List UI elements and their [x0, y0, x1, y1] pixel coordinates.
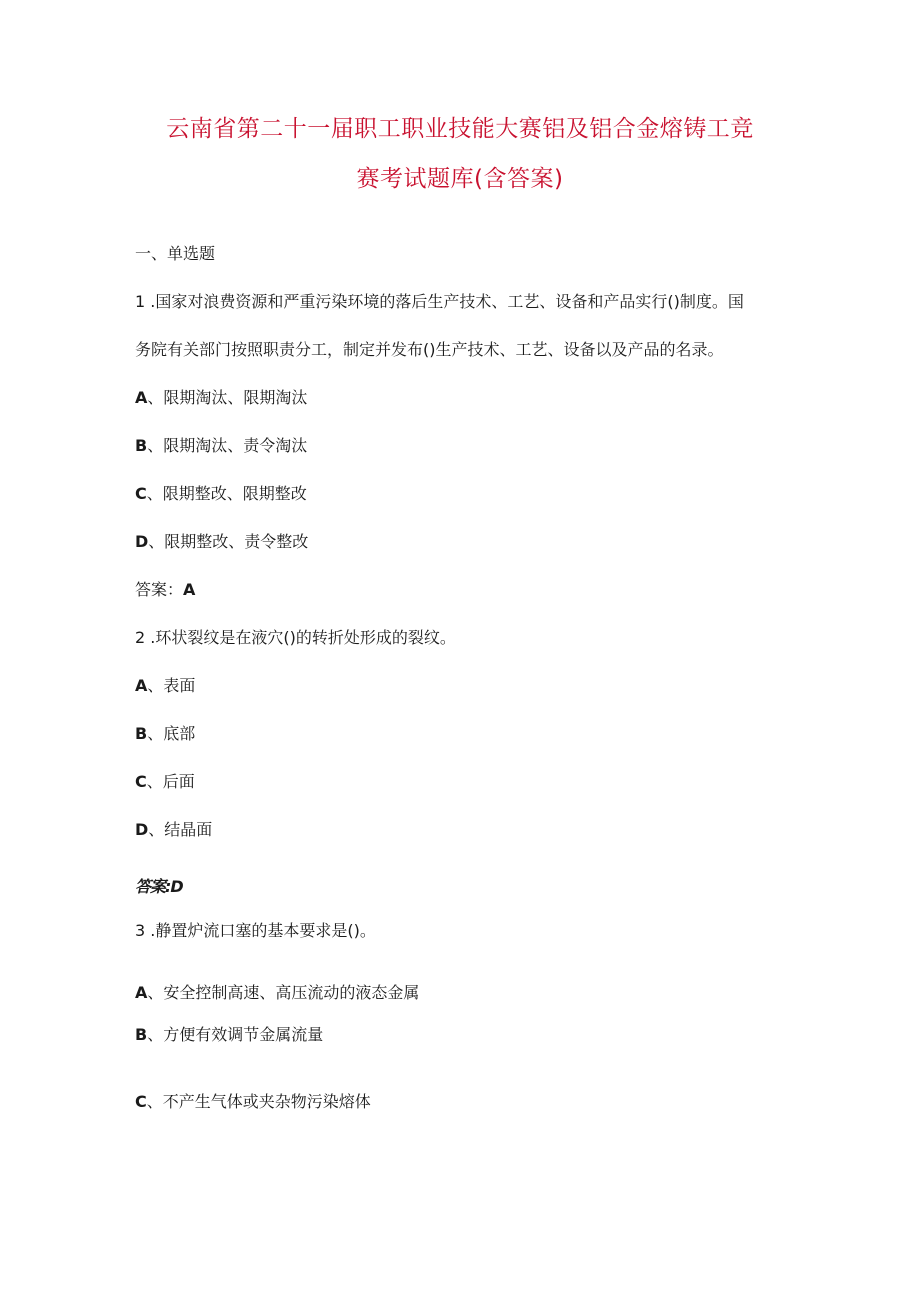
answer-prefix: 答案：	[135, 580, 184, 599]
question-2-option-b	[135, 724, 195, 744]
option-label: D	[135, 820, 149, 839]
option-text: 、限期整改、限期整改	[146, 484, 307, 503]
question-2-answer: 答案:D	[135, 877, 183, 896]
option-text: 、方便有效调节金属流量	[147, 1025, 324, 1044]
question-3-stem: 3 .静置炉流口塞的基本要求是()。	[135, 921, 376, 940]
question-1-answer	[135, 580, 195, 600]
option-text: 、限期淘汰、责令淘汰	[147, 436, 308, 455]
question-2-option-c	[135, 772, 195, 792]
option-label: B	[135, 436, 148, 455]
question-2-option-a	[135, 676, 195, 696]
option-label: C	[135, 1092, 147, 1111]
option-label: D	[135, 532, 149, 551]
question-1-option-d	[135, 532, 308, 552]
option-label: C	[135, 772, 147, 791]
option-label: C	[135, 484, 147, 503]
option-text: 、不产生气体或夹杂物污染熔体	[146, 1092, 371, 1111]
document-title-line2: 赛考试题库(含答案)	[356, 166, 564, 192]
question-1-option-c	[135, 484, 307, 504]
question-1-option-a	[135, 388, 307, 408]
question-1-stem-line2: 务院有关部门按照职责分工，制定并发布()生产技术、工艺、设备以及产品的名录。	[135, 340, 724, 359]
question-1-option-b	[135, 436, 307, 456]
question-2-option-d	[135, 820, 212, 840]
option-text: 、结晶面	[148, 820, 213, 839]
section-heading: 一、单选题	[135, 244, 216, 263]
option-text: 、限期整改、责令整改	[148, 532, 309, 551]
answer-value: A	[183, 580, 196, 599]
question-3-option-b	[135, 1025, 323, 1045]
option-label: A	[135, 676, 148, 695]
option-label: A	[135, 388, 148, 407]
question-3-option-c	[135, 1092, 371, 1112]
option-text: 、安全控制高速、高压流动的液态金属	[147, 983, 420, 1002]
question-2-stem: 2 .环状裂纹是在液穴()的转折处形成的裂纹。	[135, 628, 456, 647]
option-text: 、后面	[146, 772, 195, 791]
question-3-option-a	[135, 983, 419, 1003]
option-label: B	[135, 1025, 148, 1044]
document-title-line1: 云南省第二十一届职工职业技能大赛铝及铝合金熔铸工竞	[166, 116, 754, 142]
option-text: 、限期淘汰、限期淘汰	[147, 388, 308, 407]
question-1-stem-line1: 1 .国家对浪费资源和严重污染环境的落后生产技术、工艺、设备和产品实行()制度。国	[135, 292, 744, 311]
option-text: 、表面	[147, 676, 196, 695]
option-label: B	[135, 724, 148, 743]
option-text: 、底部	[147, 724, 196, 743]
option-label: A	[135, 983, 148, 1002]
